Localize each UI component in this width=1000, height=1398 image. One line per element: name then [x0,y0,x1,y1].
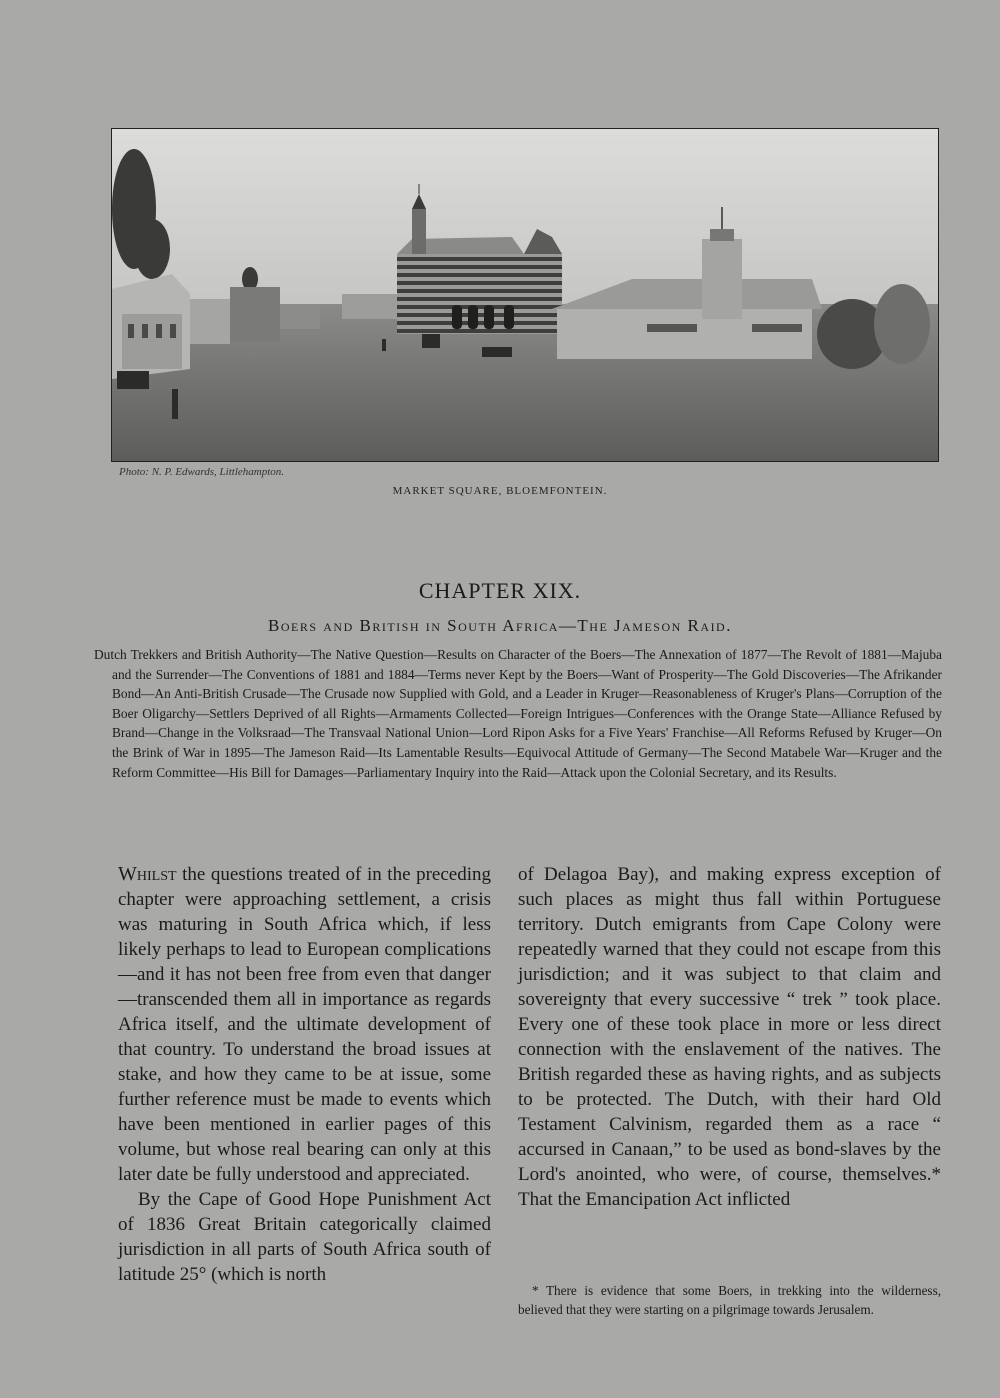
footnote: * There is evidence that some Boers, in trekking into the wilderness, believed that they were starting on a pilgrimage towards Jerusalem. [518,1283,941,1317]
market-square-photo [111,128,939,462]
paragraph-1 [118,862,491,1187]
photo-caption: MARKET SQUARE, BLOEMFONTEIN. [392,485,608,497]
left-column [118,862,491,1287]
right-column [518,862,941,1212]
paragraph-1-text: the questions treated of in the preceding chapter were approaching settlement, a crisis was maturing in South Africa which, if less likely perhaps to lead to European complications—and it has not been free from even that danger—transcended them all in importance as regards Africa itself, and the ultimate development of that country. To understand the broad issues at stake, and how they came to be at issue, some further reference must be made to events which have been mentioned in earlier pages of this volume, but whose real bearing can only at this later date be fully understood and appreciated. [118,864,491,1185]
photo-illustration [112,129,939,462]
paragraph-2: By the Cape of Good Hope Punishment Act of 1836 Great Britain categorically claimed jurisdiction in all parts of South Africa south of latitude 25° (which is north [118,1189,491,1285]
photo-credit: Photo: N. P. Edwards, Littlehampton. [119,466,285,478]
paragraph-lead: Whilst [118,863,177,885]
chapter-summary: Dutch Trekkers and British Authority—The Native Question—Results on Character of the Boers—The Annexation of 1877—The Revolt of 1881—Majuba and the Surrender—The Conventions of 1881 and 1884—Terms never Kept by the Boers—Want of Prosperity—The Gold Discoveries—The Afrikander Bond—An Anti-British Crusade—The Crusade now Supplied with Gold, and a Leader in Kruger—Reasonableness of Kruger's Plans—Corruption of the Boer Oligarchy—Settlers Deprived of all Rights—Armaments Collected—Foreign Intrigues—Conferences with the Orange State—Alliance Refused by Brand—Change in the Volksraad—The Transvaal National Union—Lord Ripon Asks for a Five Years' Franchise—All Reforms Refused by Kruger—On the Brink of War in 1895—The Jameson Raid—Its Lamentable Results—Equivocal Attitude of Germany—The Second Matabele War—Kruger and the Reform Committee—His Bill for Damages—Parliamentary Inquiry into the Raid—Attack upon the Colonial Secretary, and its Results. [94,647,942,780]
chapter-title: Boers and British in South Africa—The Jameson Raid. [268,616,732,635]
chapter-heading: CHAPTER XIX. [418,578,582,603]
paragraph-3: of Delagoa Bay), and making express exception of such places as might thus fall within Portuguese territory. Dutch emigrants from Cape Colony were repeatedly warned that they could not escape from this jurisdiction; and it was subject to that claim and sovereignty that every successive “ trek ” took place. Every one of these took place in more or less direct connection with the enslavement of the natives. The British regarded these as having rights, and as subjects to be protected. The Dutch, with their hard Old Testament Calvinism, regarded them as a race “ accursed in Canaan,” to be used as bond-slaves by the Lord's anointed, who were, of course, themselves.* That the Emancipation Act inflicted [518,864,941,1210]
